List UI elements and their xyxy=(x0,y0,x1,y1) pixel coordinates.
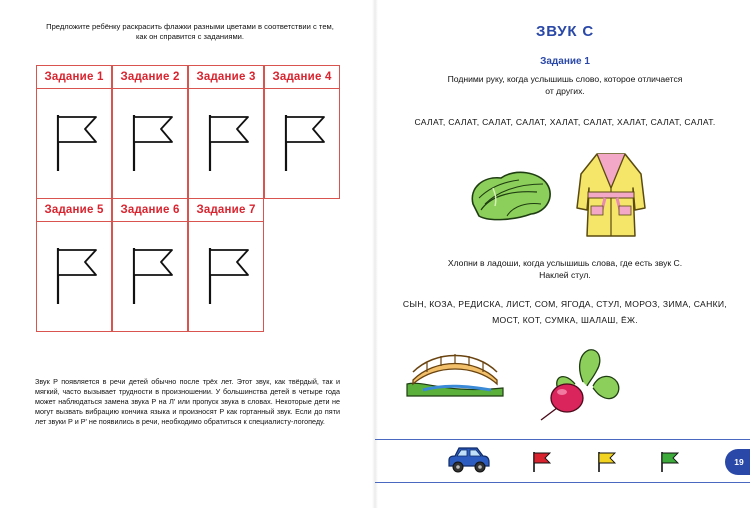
task-cell-3[interactable] xyxy=(188,65,264,199)
red-flag-icon xyxy=(532,451,552,473)
task-cell-label: Задание 5 xyxy=(37,199,111,222)
car-icon xyxy=(445,446,491,476)
bridge-icon xyxy=(405,350,505,398)
task-title: Задание 1 xyxy=(540,56,590,67)
footer-rule-top xyxy=(375,439,750,440)
task-cell-label: Задание 3 xyxy=(189,66,263,89)
flag-icon xyxy=(130,113,176,173)
flag-icon xyxy=(130,246,176,306)
word-list-1: САЛАТ, САЛАТ, САЛАТ, САЛАТ, ХАЛАТ, САЛАТ, ХАЛАТ, САЛАТ, САЛАТ. xyxy=(414,117,716,127)
task-cell-5[interactable] xyxy=(36,198,112,332)
word-list-2: СЫН, КОЗА, РЕДИСКА, ЛИСТ, СОМ, ЯГОДА, СТУЛ, МОРОЗ, ЗИМА, САНКИ, МОСТ, КОТ, СУМКА, ШАЛАШ, ЁЖ. xyxy=(402,299,728,325)
right-page xyxy=(375,0,750,508)
lettuce-icon xyxy=(467,158,555,226)
parent-note: Звук Р появляется в речи детей обычно после трёх лет. Этот звук, как твёрдый, так и мягкий, часто вызывает трудности в произношении. У большинства детей в четыре года может наблюдаться замена звука Р на Л' или пропуск звука в словах. Некоторые дети не могут вызвать вибрацию кончика языка и произносят Р как гортанный звук. Если до пяти лет звуки Р и Р' не появились в речи, необходимо обратиться к специалисту-логопеду. xyxy=(35,377,340,426)
flag-icon xyxy=(54,246,100,306)
flag-icon xyxy=(54,113,100,173)
bathrobe-icon xyxy=(575,148,647,240)
task-cell-label: Задание 1 xyxy=(37,66,111,89)
green-flag-icon xyxy=(660,451,680,473)
footer-rule-bottom xyxy=(375,482,750,483)
task-flag-grid xyxy=(36,65,340,331)
task-cell-1[interactable] xyxy=(36,65,112,199)
radish-icon xyxy=(527,346,637,422)
yellow-flag-icon xyxy=(597,451,617,473)
instruction-2: Хлопни в ладоши, когда услышишь слова, где есть звук С. Наклей стул. xyxy=(447,258,683,280)
task-cell-label: Задание 6 xyxy=(113,199,187,222)
flag-icon xyxy=(206,113,252,173)
task-cell-7[interactable] xyxy=(188,198,264,332)
page-number: 19 xyxy=(725,449,750,475)
task-cell-label: Задание 4 xyxy=(265,66,339,89)
flag-icon xyxy=(206,246,252,306)
task-cell-2[interactable] xyxy=(112,65,188,199)
instruction-1: Подними руку, когда услышишь слово, которое отличается от других. xyxy=(447,74,683,96)
task-cell-6[interactable] xyxy=(112,198,188,332)
page-title: ЗВУК С xyxy=(536,23,594,40)
task-cell-label: Задание 2 xyxy=(113,66,187,89)
intro-text: Предложите ребёнку раскрасить флажки разными цветами в соответствии с тем, как он справится с заданиями. xyxy=(46,22,334,41)
task-cell-4[interactable] xyxy=(264,65,340,199)
task-cell-label: Задание 7 xyxy=(189,199,263,222)
flag-icon xyxy=(282,113,328,173)
